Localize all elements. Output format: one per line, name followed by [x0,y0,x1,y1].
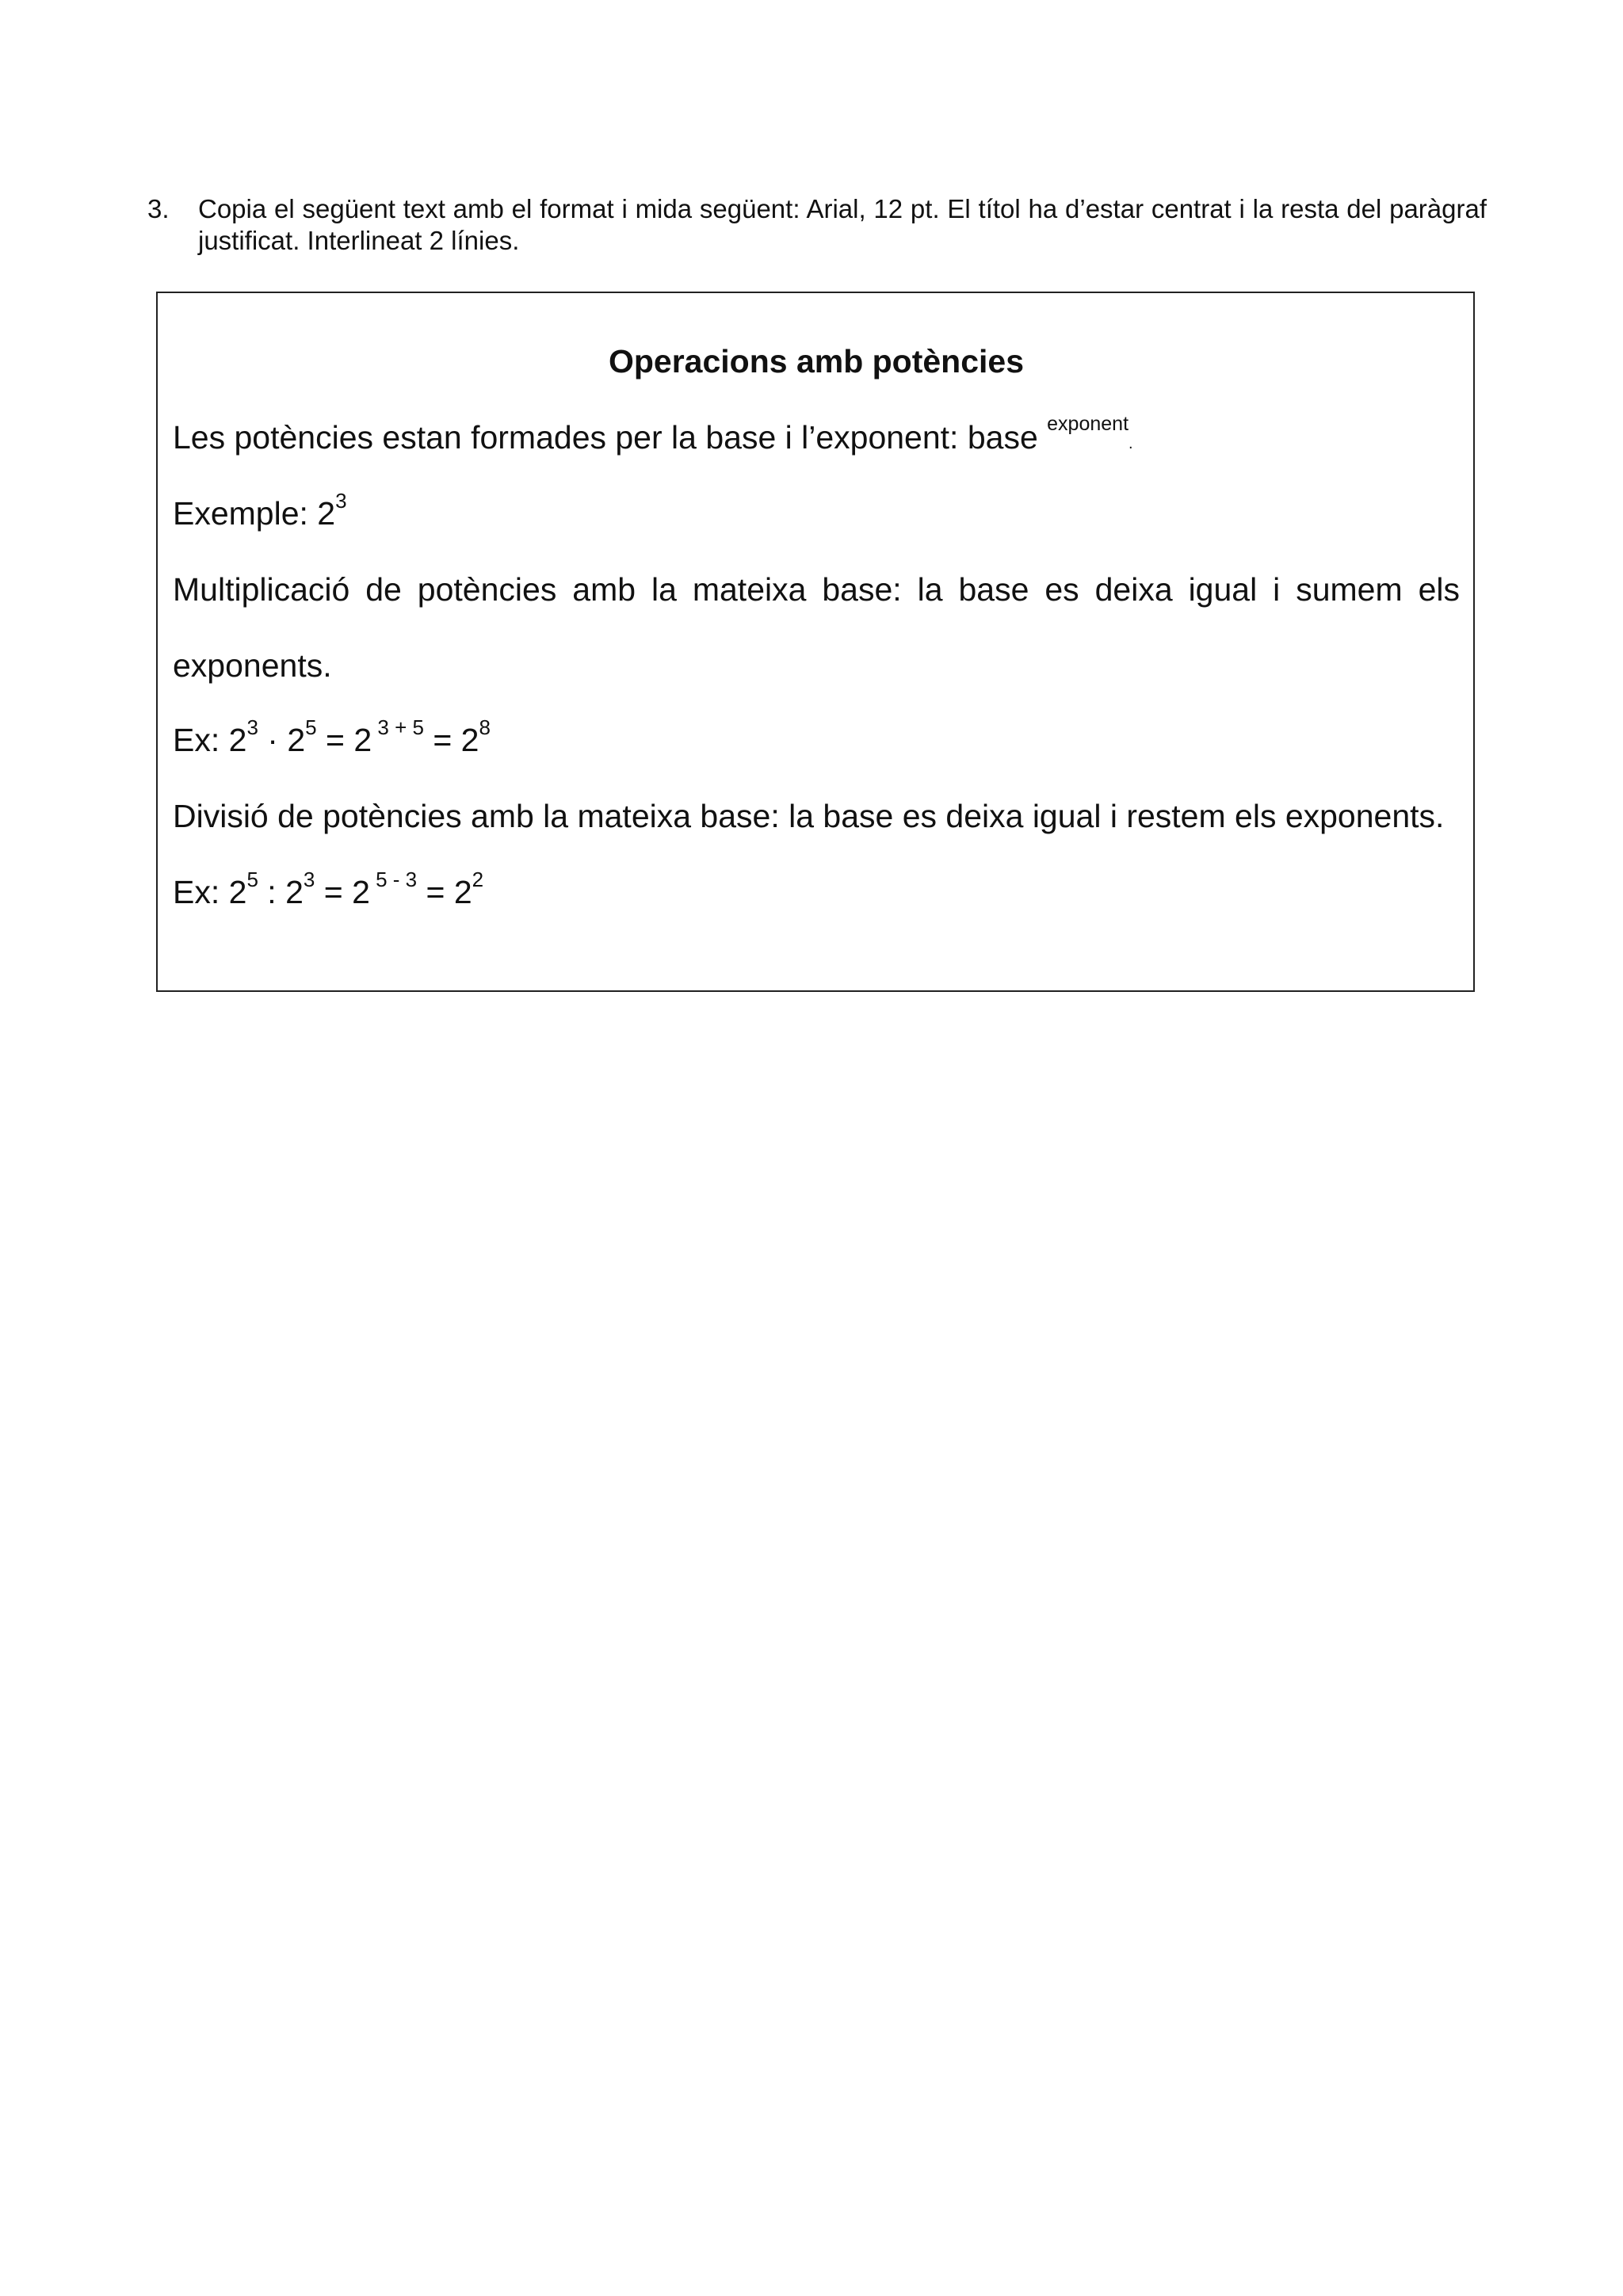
example-label: Exemple: 2 [173,495,336,532]
example-superscript: 3 [335,489,347,513]
exercise-text: Copia el següent text amb el format i mida següent: Arial, 12 pt. El títol ha d’estar centrat i la resta del paràgraf justificat. Interlineat 2 línies. [198,194,1487,255]
mult-ex-part: Ex: 2 [173,722,247,758]
div-ex-sup: 5 [246,868,258,892]
div-ex-part: Ex: 2 [173,874,247,910]
mult-ex-sup: 3 [246,715,258,740]
div-ex-part: : 2 [258,874,304,910]
div-ex-sup: 3 [303,868,315,892]
intro-superscript: exponent [1047,413,1129,436]
mult-ex-sup: 3 + 5 [372,715,424,740]
mult-ex-sup: 8 [479,715,491,740]
intro-end: . [1128,435,1133,452]
mult-ex-part: = 2 [316,722,372,758]
div-ex-part: = 2 [417,874,472,910]
exercise-number: 3. [147,194,170,223]
exercise-box [156,292,1475,992]
division-rule-line: Divisió de potències amb la mateixa base: la base es deixa igual i restem els exponents. [173,798,1445,834]
div-ex-sup: 5 - 3 [369,868,418,892]
div-ex-part: = 2 [315,874,370,910]
div-ex-sup: 2 [472,868,484,892]
division-example [173,868,1460,911]
mult-ex-part: · 2 [258,722,306,758]
example-line [173,489,1460,532]
multiplication-example [173,715,1460,759]
multiplication-rule-line-1: Multiplicació de potències amb la mateixa base: la base es deixa igual i sumem els [173,571,1460,608]
intro-line [173,413,1460,463]
intro-text: Les potències estan formades per la base i l’exponent: base [173,419,1038,456]
box-title: Operacions amb potències [608,343,1025,379]
mult-ex-sup: 5 [305,715,317,740]
mult-ex-part: = 2 [423,722,479,758]
multiplication-rule-line-2: exponents. [173,647,332,684]
